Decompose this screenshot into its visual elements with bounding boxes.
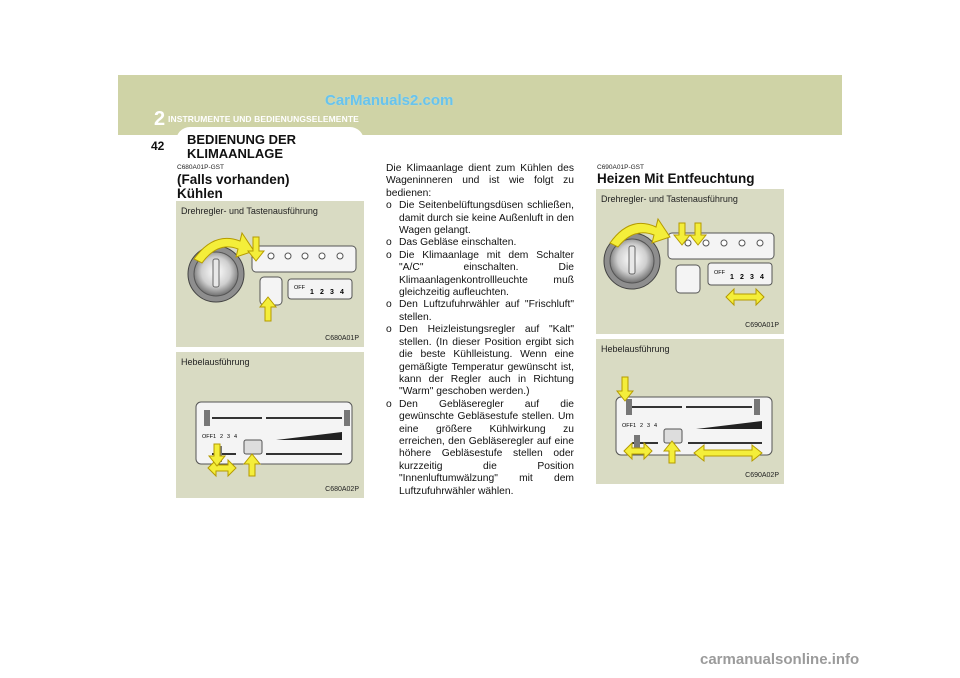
- lever-control-illustration: [596, 339, 784, 484]
- header-band: [118, 75, 842, 135]
- bullet-marker: o: [386, 398, 392, 410]
- figure-label: Drehregler- und Tastenausführung: [601, 194, 738, 204]
- chapter-number: 2: [154, 108, 166, 130]
- instructions-intro: Die Klimaanlage dient zum Kühlen des Wageninneren und ist wie folgt zu bedienen:: [386, 163, 574, 199]
- list-item: [386, 237, 574, 249]
- section-title-line2: KLIMAANLAGE: [187, 146, 284, 161]
- figure-c690a02p: [596, 339, 784, 484]
- list-item-text: Den Heizleistungsregler auf "Kalt" stellen. (In dieser Position ergibt sich die beste Kühlleistung. Wenn eine gemäßigte Temperatur gewünscht ist, kann der Regler auch in Richtung "Warm" geschoben werden.): [399, 324, 574, 398]
- figure-code: C680A01P: [325, 335, 359, 342]
- fan-off-label: OFF: [294, 285, 305, 291]
- section-title-line1: BEDIENUNG DER: [187, 132, 297, 147]
- left-right-arrow-icon: [726, 289, 764, 305]
- left-section-code: C680A01P-GST: [177, 164, 224, 171]
- list-item: [386, 200, 574, 237]
- fan-speed-2: 2: [220, 434, 224, 440]
- instructions-text: [386, 163, 574, 498]
- bullet-marker: o: [386, 249, 392, 261]
- fan-speed-3: 3: [750, 274, 754, 281]
- fan-speed-1: 1: [310, 289, 314, 296]
- list-item: [386, 250, 574, 300]
- figure-code: C690A02P: [745, 472, 779, 479]
- fan-speed-3: 3: [330, 289, 334, 296]
- bullet-marker: o: [386, 200, 392, 212]
- list-item: [386, 324, 574, 398]
- fan-off-label: OFF: [714, 270, 725, 276]
- page-number: 42: [151, 139, 165, 153]
- bullet-marker: o: [386, 237, 392, 249]
- right-section-code: C690A01P-GST: [597, 164, 644, 171]
- list-item-text: Den Luftzufuhrwähler auf "Frischluft" stellen.: [399, 299, 574, 323]
- fan-speed-4: 4: [760, 274, 764, 281]
- fan-speed-2: 2: [640, 423, 644, 429]
- section-title: [187, 133, 296, 161]
- figure-label: Hebelausführung: [181, 357, 250, 367]
- fan-speed-4: 4: [340, 289, 344, 296]
- figure-label: Drehregler- und Tastenausführung: [181, 206, 318, 216]
- bottom-watermark-link[interactable]: carmanualsonline.info: [700, 651, 860, 668]
- chapter-title: INSTRUMENTE UND BEDIENUNGSELEMENTE: [168, 114, 359, 124]
- right-heading: Heizen Mit Entfeuchtung: [597, 171, 755, 186]
- fan-speed-1: 1: [213, 434, 217, 440]
- bullet-marker: o: [386, 324, 392, 336]
- fan-speed-3: 3: [227, 434, 231, 440]
- list-item: [386, 299, 574, 324]
- figure-label: Hebelausführung: [601, 344, 670, 354]
- list-item-text: Das Gebläse einschalten.: [399, 237, 517, 249]
- top-watermark-link[interactable]: CarManuals2.com: [325, 92, 454, 109]
- fan-speed-1: 1: [730, 274, 734, 281]
- fan-speed-4: 4: [234, 434, 238, 440]
- fan-off-label: OFF: [202, 434, 213, 440]
- figure-c680a02p: [176, 352, 364, 498]
- fan-speed-2: 2: [740, 274, 744, 281]
- left-heading-line2: Kühlen: [177, 186, 223, 201]
- fan-off-label: OFF: [622, 423, 633, 429]
- bullet-marker: o: [386, 299, 392, 311]
- fan-speed-3: 3: [647, 423, 651, 429]
- rotary-control-illustration: [176, 201, 364, 347]
- lever-control-illustration: [176, 352, 364, 498]
- fan-speed-4: 4: [654, 423, 658, 429]
- list-item-text: Den Gebläseregler auf die gewünschte Gebläsestufe stellen. Um eine größere Kühlwirkung zu erreichen, den Gebläseregler auf eine höhere Gebläsestufe stellen oder kurzzeitig die Position "Innenluftumwälzung" mit dem Luftzufuhrwähler wählen.: [399, 398, 574, 497]
- figure-c680a01p: [176, 201, 364, 347]
- left-heading-line1: (Falls vorhanden): [177, 172, 290, 187]
- figure-c690a01p: [596, 189, 784, 334]
- fan-speed-2: 2: [320, 289, 324, 296]
- rotary-control-illustration: [596, 189, 784, 334]
- instructions-list: [386, 200, 574, 498]
- list-item-text: Die Seitenbelüftungsdüsen schließen, damit durch sie keine Außenluft in den Wagen gelangt.: [399, 200, 574, 237]
- fan-speed-1: 1: [633, 423, 637, 429]
- list-item-text: Die Klimaanlage mit dem Schalter "A/C" einschalten. Die Klimaanlagenkontrollleuchte muß gleichzeitig aufleuchten.: [399, 249, 574, 299]
- figure-code: C690A01P: [745, 322, 779, 329]
- left-heading: [177, 173, 290, 201]
- list-item: [386, 399, 574, 498]
- figure-code: C680A02P: [325, 486, 359, 493]
